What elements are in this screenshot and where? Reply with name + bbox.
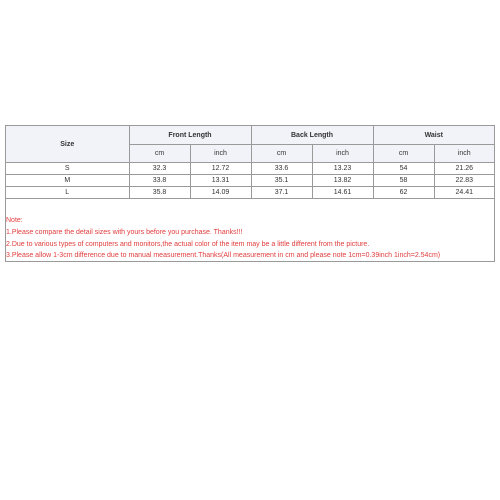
note-line: 1.Please compare the detail sizes with yours before you purchase. Thanks!!! <box>6 228 243 236</box>
notes-block <box>6 215 494 262</box>
table-cell: 12.72 <box>190 163 251 175</box>
table-cell: 14.09 <box>190 187 251 199</box>
unit-header: cm <box>373 145 434 163</box>
table-cell: 24.41 <box>434 187 494 199</box>
table-cell: 13.31 <box>190 175 251 187</box>
table-cell: 35.1 <box>251 175 312 187</box>
table-cell: 13.82 <box>312 175 373 187</box>
note-line: 2.Due to various types of computers and monitors,the actual color of the item may be a little different from the picture. <box>6 240 370 248</box>
notes-title: Note: <box>6 217 23 224</box>
size-chart <box>5 125 495 262</box>
unit-header: cm <box>251 145 312 163</box>
unit-header: inch <box>312 145 373 163</box>
table-cell: 54 <box>373 163 434 175</box>
unit-header: cm <box>129 145 190 163</box>
size-header: Size <box>6 126 129 163</box>
back-length-header: Back Length <box>251 126 373 145</box>
table-row <box>6 187 494 199</box>
table-cell: 22.83 <box>434 175 494 187</box>
table-cell: 13.23 <box>312 163 373 175</box>
table-row <box>6 163 494 175</box>
front-length-header: Front Length <box>129 126 251 145</box>
note-line: 3.Please allow 1-3cm difference due to manual measurement.Thanks(All measurement in cm and please note 1cm=0.39inch 1inch=2.54cm) <box>6 252 441 260</box>
table-cell: 58 <box>373 175 434 187</box>
unit-header: inch <box>434 145 494 163</box>
table-cell: 33.8 <box>129 175 190 187</box>
table-cell: 37.1 <box>251 187 312 199</box>
table-row <box>6 175 494 187</box>
size-cell: S <box>6 163 129 175</box>
waist-header: Waist <box>373 126 494 145</box>
table-cell: 33.6 <box>251 163 312 175</box>
table-cell: 35.8 <box>129 187 190 199</box>
table-cell: 32.3 <box>129 163 190 175</box>
table-cell: 21.26 <box>434 163 494 175</box>
table-cell: 62 <box>373 187 434 199</box>
size-cell: L <box>6 187 129 199</box>
table-cell: 14.61 <box>312 187 373 199</box>
unit-header: inch <box>190 145 251 163</box>
size-cell: M <box>6 175 129 187</box>
size-table <box>6 126 494 199</box>
